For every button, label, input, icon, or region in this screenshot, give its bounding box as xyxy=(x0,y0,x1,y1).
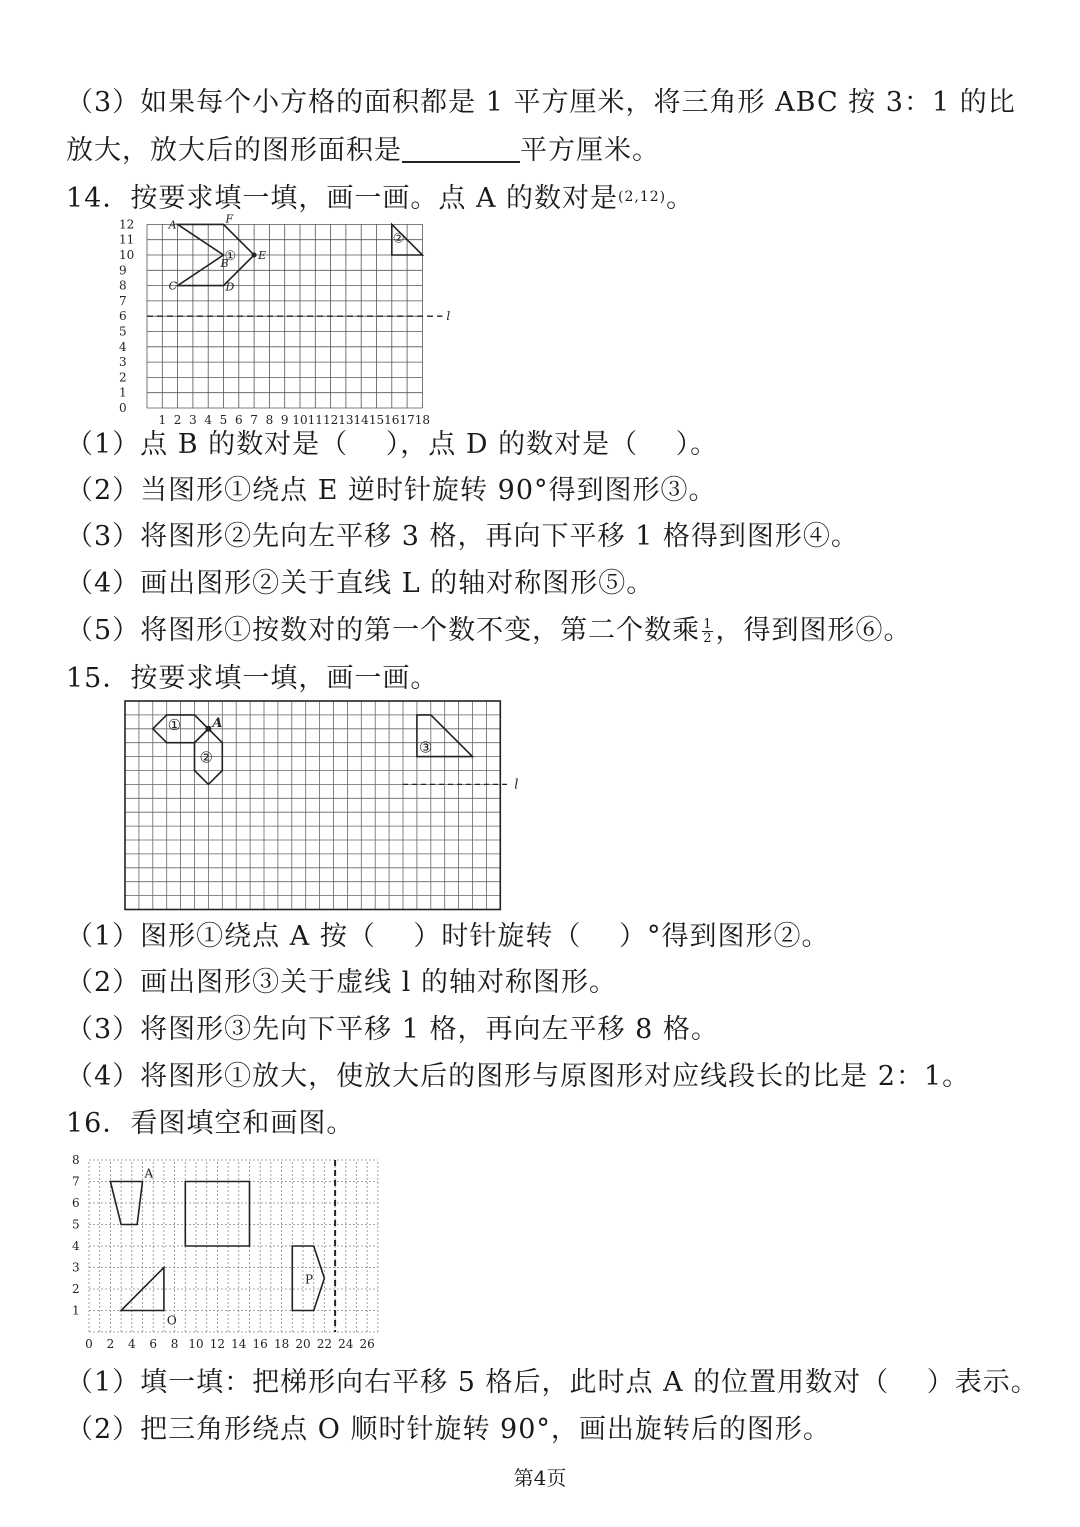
y-tick-label: 7 xyxy=(119,293,127,308)
y-tick-label: 7 xyxy=(72,1174,80,1189)
y-tick-label: 3 xyxy=(119,355,127,370)
y-tick-label: 9 xyxy=(119,263,127,278)
q13-part3-text: 放大，放大后的图形面积是 xyxy=(66,135,402,166)
x-tick-label: 8 xyxy=(170,1337,179,1351)
q15-item-2: （2）画出图形③关于虚线 l 的轴对称图形。 xyxy=(66,967,617,998)
x-tick-label: 8 xyxy=(265,413,274,427)
x-tick-label: 0 xyxy=(85,1337,93,1351)
q13-part3-line2 xyxy=(66,134,660,168)
x-tick-label: 15 xyxy=(368,413,385,427)
y-tick-label: 6 xyxy=(72,1196,80,1210)
label-d: D xyxy=(225,280,235,294)
q16-title: 16．看图填空和画图。 xyxy=(66,1108,355,1139)
q13-part3-unit: 平方厘米。 xyxy=(520,135,660,166)
x-tick-label: 7 xyxy=(250,413,258,427)
q16-grid-figure xyxy=(66,1148,686,1351)
y-tick-label: 3 xyxy=(72,1260,80,1275)
x-tick-label: 20 xyxy=(295,1337,311,1351)
x-tick-label: 4 xyxy=(204,413,213,427)
y-tick-label: 11 xyxy=(119,232,135,247)
label-shape-3: ③ xyxy=(418,738,433,757)
label-p: P xyxy=(305,1272,314,1287)
label-o: O xyxy=(166,1313,177,1328)
q14-item-3: （3）将图形②先向左平移 3 格，再向下平移 1 格得到图形④。 xyxy=(66,521,859,552)
y-tick-label: 1 xyxy=(72,1303,80,1318)
q14-item-2: （2）当图形①绕点 E 逆时针旋转 90°得到图形③。 xyxy=(66,475,717,506)
q15-item-3: （3）将图形③先向下平移 1 格，再向左平移 8 格。 xyxy=(66,1014,719,1045)
y-tick-label: 5 xyxy=(119,324,127,339)
x-tick-label: 13 xyxy=(338,413,354,427)
x-tick-label: 1 xyxy=(158,413,167,427)
x-tick-label: 17 xyxy=(399,413,415,427)
q14-title-suffix: 。 xyxy=(666,183,695,214)
x-tick-label: 10 xyxy=(188,1337,204,1351)
fraction-denominator: 2 xyxy=(703,631,713,646)
x-tick-label: 14 xyxy=(231,1337,247,1351)
label-shape-1: ① xyxy=(224,249,237,264)
point-a xyxy=(205,726,211,732)
y-tick-label: 4 xyxy=(72,1239,80,1253)
q14-item-1: （1）点 B 的数对是（ ），点 D 的数对是（ ）。 xyxy=(66,429,719,460)
x-tick-label: 11 xyxy=(307,413,323,427)
label-shape-1: ① xyxy=(167,715,182,734)
q14-item-4: （4）画出图形②关于直线 L 的轴对称图形⑤。 xyxy=(66,568,655,599)
x-tick-label: 6 xyxy=(149,1337,158,1351)
y-tick-label: 10 xyxy=(119,248,135,262)
label-a: A xyxy=(144,1166,154,1181)
x-tick-label: 10 xyxy=(292,413,308,427)
x-tick-label: 4 xyxy=(127,1337,136,1351)
y-tick-label: 8 xyxy=(72,1153,80,1167)
label-shape-2: ② xyxy=(392,231,405,247)
y-tick-label: 6 xyxy=(119,309,127,324)
q13-part3-line1: （3）如果每个小方格的面积都是 1 平方厘米，将三角形 ABC 按 3：1 的比 xyxy=(66,87,1016,118)
line-l-label: l xyxy=(446,309,451,324)
y-tick-label: 12 xyxy=(119,217,135,232)
y-tick-label: 8 xyxy=(119,278,127,293)
x-tick-label: 2 xyxy=(106,1337,115,1351)
q16-item-1: （1）填一填：把梯形向右平移 5 格后，此时点 A 的位置用数对（ ）表示。 xyxy=(66,1367,1039,1398)
x-tick-label: 14 xyxy=(353,413,369,427)
y-tick-label: 0 xyxy=(119,401,127,415)
x-tick-label: 16 xyxy=(252,1337,268,1351)
label-c: C xyxy=(168,279,178,293)
q15-grid-figure xyxy=(120,697,540,917)
fraction-one-half xyxy=(702,618,713,645)
label-a: A xyxy=(168,218,177,232)
x-tick-label: 12 xyxy=(209,1337,226,1351)
q14-title-text: 14．按要求填一填，画一画。点 A 的数对是 xyxy=(66,183,619,214)
x-tick-label: 3 xyxy=(189,413,197,427)
x-tick-label: 9 xyxy=(280,413,289,427)
y-tick-label: 5 xyxy=(72,1217,80,1232)
x-tick-label: 6 xyxy=(234,413,243,427)
y-tick-label: 2 xyxy=(119,370,127,385)
label-a: A xyxy=(212,715,223,731)
label-b: B xyxy=(220,257,229,270)
x-tick-label: 2 xyxy=(173,413,182,427)
page-number: 第4页 xyxy=(513,1466,567,1490)
q14-title xyxy=(66,180,694,216)
y-tick-label: 4 xyxy=(119,339,127,354)
q15-title: 15．按要求填一填，画一画。 xyxy=(66,663,439,694)
q14-grid-figure xyxy=(115,212,515,427)
x-tick-label: 12 xyxy=(322,413,339,427)
point-e xyxy=(252,253,257,258)
x-tick-label: 22 xyxy=(316,1337,333,1351)
x-tick-label: 18 xyxy=(273,1337,290,1351)
q14-item-5-text: （5）将图形①按数对的第一个数不变，第二个数乘 xyxy=(66,615,701,646)
label-shape-2: ② xyxy=(199,748,213,767)
label-f: F xyxy=(225,212,234,226)
x-tick-label: 16 xyxy=(384,413,400,427)
q16-item-2: （2）把三角形绕点 O 顺时针旋转 90°，画出旋转后的图形。 xyxy=(66,1414,831,1445)
x-tick-label: 18 xyxy=(414,413,431,427)
line-l-label: l xyxy=(514,777,519,793)
x-tick-label: 5 xyxy=(219,413,228,427)
fraction-numerator: 1 xyxy=(703,617,713,632)
q14-item-5 xyxy=(66,614,911,648)
x-tick-label: 24 xyxy=(338,1337,354,1351)
label-e: E xyxy=(258,249,267,262)
q14-item-5-suffix: ，得到图形⑥。 xyxy=(715,615,912,646)
y-tick-label: 1 xyxy=(119,385,127,400)
grid-border xyxy=(125,701,500,910)
q15-item-1: （1）图形①绕点 A 按（ ）时针旋转（ ）°得到图形②。 xyxy=(66,921,830,952)
y-tick-label: 2 xyxy=(72,1282,80,1296)
answer-blank xyxy=(402,135,520,163)
q15-item-4: （4）将图形①放大，使放大后的图形与原图形对应线段长的比是 2：1。 xyxy=(66,1061,971,1092)
x-tick-label: 26 xyxy=(359,1337,375,1351)
q14-point-a-coord: (2,12) xyxy=(618,189,667,205)
